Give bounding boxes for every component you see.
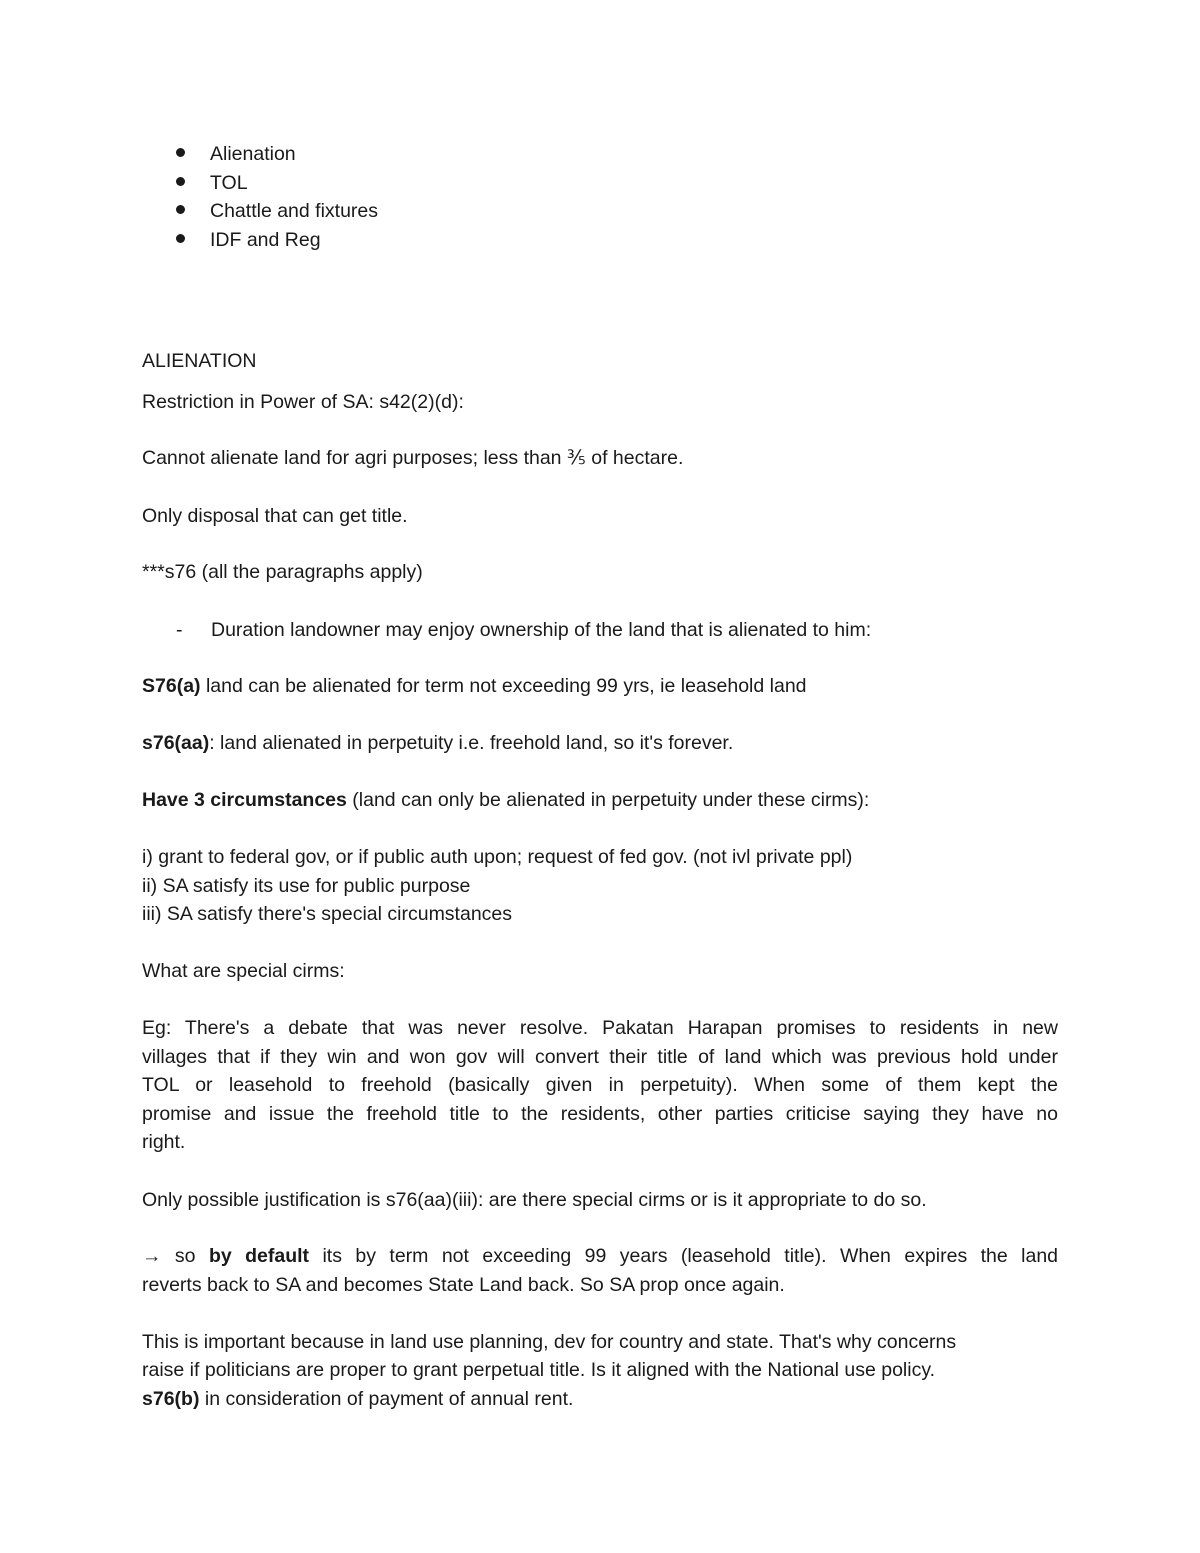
circumstances-text: (land can only be alienated in perpetuity under these cirms):: [346, 789, 870, 811]
bullet-icon: [176, 234, 185, 243]
justification-text: Only possible justification is s76(aa)(iii): are there special cirms or is it appropriate to do so.: [142, 1189, 927, 1211]
example-paragraph: [142, 1014, 1058, 1157]
default-line: [142, 1242, 1058, 1271]
list-item: [176, 197, 378, 225]
important-line: This is important because in land use planning, dev for country and state. That's why concerns: [142, 1331, 957, 1353]
list-item: [176, 169, 248, 197]
only-disposal-text: Only disposal that can get title.: [142, 505, 408, 527]
what-special-text: What are special cirms:: [142, 960, 345, 982]
s76a-paragraph: [142, 672, 807, 700]
circumstances-label: Have 3 circumstances: [142, 789, 347, 811]
default-label: by default: [208, 1245, 310, 1267]
bullet-icon: [176, 205, 185, 214]
dash-icon: -: [176, 619, 183, 641]
dash-list-item: [176, 616, 871, 644]
circumstances-paragraph: [142, 786, 869, 814]
restriction-text: Restriction in Power of SA: s42(2)(d):: [142, 391, 464, 413]
default-paragraph: [142, 1242, 1058, 1299]
example-line: villages that if they win and won gov will convert their title of land which was previous hold under: [142, 1045, 1058, 1068]
example-line: promise and issue the freehold title to the residents, other parties criticise saying they have no: [142, 1102, 1058, 1125]
s76b-paragraph: [142, 1385, 573, 1413]
bullet-icon: [176, 148, 185, 157]
default-prefix: → so: [142, 1245, 209, 1267]
s76-note: ***s76 (all the paragraphs apply): [142, 561, 423, 583]
example-line: right.: [142, 1131, 186, 1153]
s76a-text: land can be alienated for term not exceeding 99 yrs, ie leasehold land: [200, 675, 807, 697]
cannot-alienate-text: Cannot alienate land for agri purposes; less than ⅗ of hectare.: [142, 447, 684, 469]
s76b-text: in consideration of payment of annual rent.: [199, 1388, 574, 1410]
circumstance-i: i) grant to federal gov, or if public auth upon; request of fed gov. (not ivl private ppl): [142, 846, 853, 868]
important-line: raise if politicians are proper to grant perpetual title. Is it aligned with the National use policy.: [142, 1359, 936, 1381]
list-item-label: TOL: [210, 172, 248, 194]
list-item-label: Chattle and fixtures: [210, 200, 379, 222]
section-heading: ALIENATION: [142, 350, 257, 372]
list-item: [176, 226, 321, 254]
default-line1-rest: its by term not exceeding 99 years (leasehold title). When expires the land: [309, 1245, 1059, 1267]
bullet-icon: [176, 177, 185, 186]
s76aa-text: : land alienated in perpetuity i.e. freehold land, so it's forever.: [209, 732, 734, 754]
s76aa-label: s76(aa): [142, 732, 210, 754]
circumstance-ii: ii) SA satisfy its use for public purpose: [142, 875, 471, 897]
s76aa-paragraph: [142, 729, 733, 757]
circumstance-iii: iii) SA satisfy there's special circumstances: [142, 903, 513, 925]
example-line: TOL or leasehold to freehold (basically given in perpetuity). When some of them kept the: [142, 1074, 1058, 1096]
duration-text: Duration landowner may enjoy ownership of the land that is alienated to him:: [211, 619, 872, 641]
s76a-label: S76(a): [142, 675, 201, 697]
list-item-label: Alienation: [210, 143, 296, 165]
list-item-label: IDF and Reg: [210, 229, 321, 251]
default-line: reverts back to SA and becomes State Land back. So SA prop once again.: [142, 1273, 785, 1296]
example-line: Eg: There's a debate that was never resolve. Pakatan Harapan promises to residents in new: [142, 1017, 1058, 1039]
s76b-label: s76(b): [142, 1388, 200, 1410]
list-item: [176, 140, 296, 168]
